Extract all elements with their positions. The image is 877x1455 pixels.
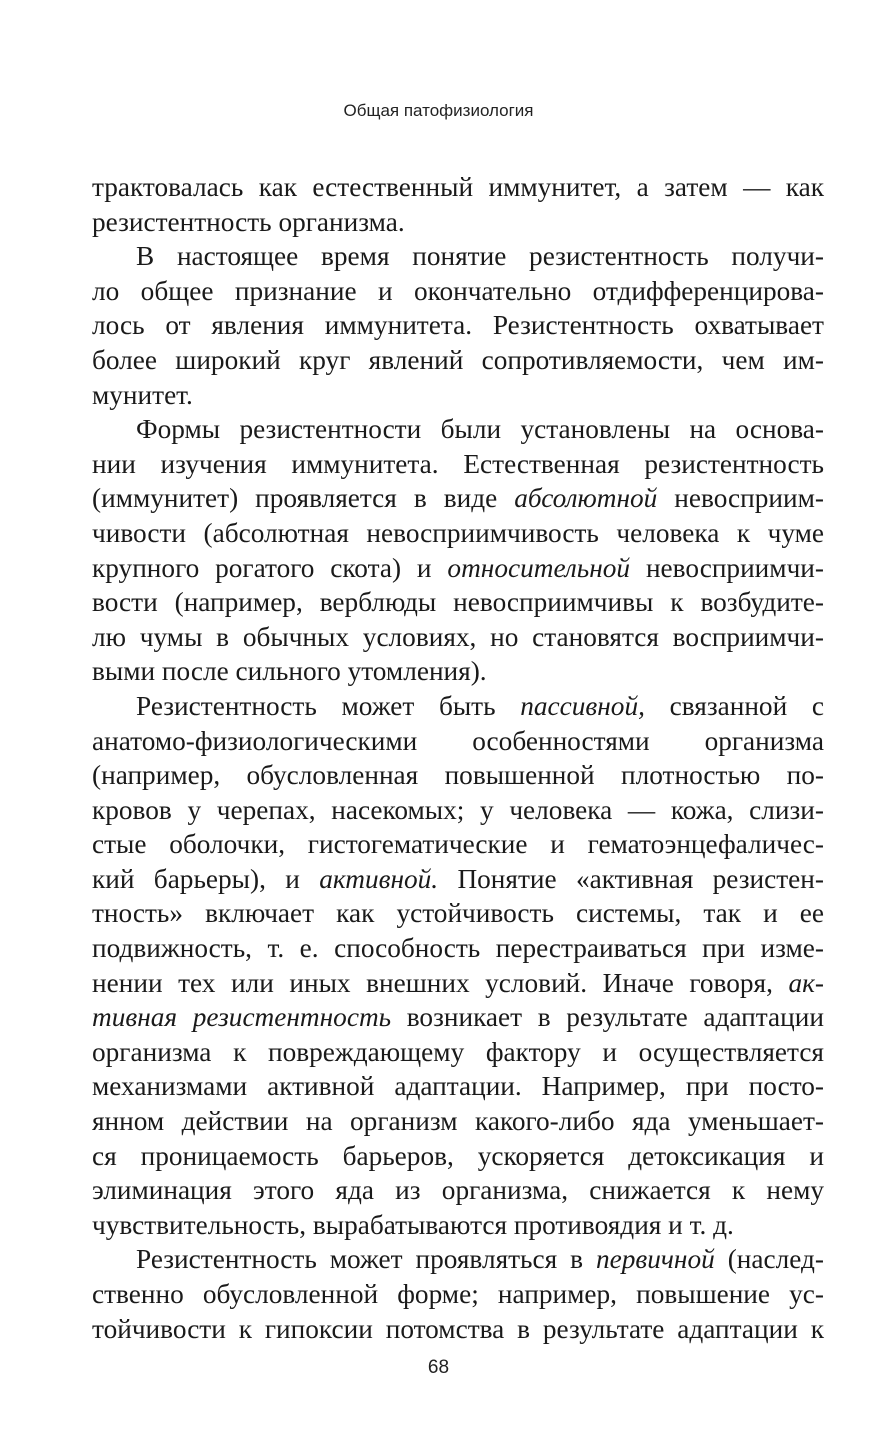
italic-term: относительной	[447, 552, 631, 583]
text-line	[92, 308, 824, 343]
paragraph	[92, 170, 824, 239]
text-line	[92, 239, 824, 274]
text-run: вости (например, верблюды невосприимчивы к возбудите-	[92, 587, 824, 618]
text-run: более широкий круг явлений сопротивляемости, чем им-	[92, 344, 824, 375]
text-run: Резистентность может быть	[136, 690, 521, 721]
text-line	[92, 1139, 824, 1174]
text-line	[92, 516, 824, 551]
text-run: ственно обусловленной форме; например, повышение ус-	[92, 1279, 824, 1309]
text-run: стые оболочки, гистогематические и гематоэнцефаличес-	[92, 829, 824, 860]
running-head: Общая патофизиология	[343, 101, 534, 120]
text-run: нении тех или иных внешних условий. Иначе говоря,	[92, 967, 789, 998]
text-run: невосприимчи-	[630, 552, 824, 583]
text-line	[92, 1277, 824, 1312]
text-run: тность» включает как устойчивость системы, так и ее	[92, 898, 824, 929]
text-line	[92, 758, 824, 793]
text-run: механизмами активной адаптации. Например, при посто-	[92, 1071, 824, 1102]
text-run: (наслед-	[714, 1244, 824, 1275]
text-run: связанной с	[644, 690, 824, 721]
text-line	[92, 793, 824, 828]
text-run: кий барьеры), и	[92, 863, 320, 894]
text-run: мунитет.	[92, 379, 193, 410]
text-run: чувствительность, вырабатываются противоядия и т. д.	[92, 1209, 734, 1240]
italic-term: пассивной,	[520, 690, 645, 721]
text-run: анатомо-физиологическими особенностями организма	[92, 725, 824, 756]
text-line	[92, 689, 824, 724]
text-run: чивости (абсолютная невосприимчивость человека к чуме	[92, 517, 824, 548]
text-run: кровов у черепах, насекомых; у человека — кожа, слизи-	[92, 794, 824, 825]
text-line	[92, 654, 824, 689]
italic-term: первичной	[595, 1244, 715, 1275]
text-line	[92, 1000, 824, 1035]
italic-term: активной.	[319, 863, 439, 894]
paragraph	[92, 689, 824, 1243]
text-run: выми после сильного утомления).	[92, 656, 487, 687]
text-run: тойчивости к гипоксии потомства в результате адаптации к	[92, 1313, 824, 1344]
text-line	[92, 1173, 824, 1208]
text-line	[92, 1069, 824, 1104]
text-line	[92, 1208, 824, 1243]
text-run: ся проницаемость барьеров, ускоряется детоксикация и	[92, 1140, 824, 1171]
text-run: организма к повреждающему фактору и осуществляется	[92, 1036, 824, 1067]
text-line	[92, 343, 824, 378]
paragraph	[92, 1242, 824, 1346]
text-run: (иммунитет) проявляется в виде	[92, 483, 515, 514]
paragraph	[92, 239, 824, 412]
text-run: нии изучения иммунитета. Естественная резистентность	[92, 448, 824, 479]
text-line	[92, 827, 824, 862]
text-line	[92, 481, 824, 516]
text-run: Резистентность может проявляться в	[136, 1244, 596, 1275]
text-run: янном действии на организм какого-либо яда уменьшает-	[92, 1106, 824, 1137]
text-run: возникает в результате адаптации	[391, 1002, 824, 1033]
text-line	[92, 378, 824, 413]
text-line	[92, 1312, 824, 1347]
text-line	[92, 620, 824, 655]
text-line	[92, 205, 824, 240]
italic-term: тивная резистентность	[92, 1002, 392, 1033]
italic-term: ак-	[788, 967, 824, 998]
text-run: Формы резистентности были установлены на основа-	[136, 414, 824, 445]
text-line	[92, 931, 824, 966]
text-run: Понятие «активная резистен-	[438, 863, 824, 894]
text-run: крупного рогатого скота) и	[92, 552, 448, 583]
text-run: трактовалась как естественный иммунитет, а затем — как	[92, 172, 824, 202]
body-text	[92, 170, 824, 1346]
text-line	[92, 724, 824, 759]
text-line	[92, 1104, 824, 1139]
text-run: лю чумы в обычных условиях, но становятся восприимчи-	[92, 621, 824, 652]
text-run: резистентность организма.	[92, 206, 405, 237]
text-run: ло общее признание и окончательно отдифференцирова-	[92, 275, 824, 306]
text-line	[92, 551, 824, 586]
text-run: (например, обусловленная повышенной плотностью по-	[92, 760, 824, 791]
text-line	[92, 1035, 824, 1070]
text-line	[92, 274, 824, 309]
text-run: подвижность, т. е. способность перестраиваться при изме-	[92, 933, 824, 964]
italic-term: абсолютной	[514, 483, 658, 514]
text-line	[92, 447, 824, 482]
text-line	[92, 896, 824, 931]
text-run: невосприим-	[657, 483, 824, 514]
text-line	[92, 1242, 824, 1277]
text-run: В настоящее время понятие резистентность получи-	[136, 241, 824, 272]
text-run: элиминация этого яда из организма, снижается к нему	[92, 1175, 824, 1206]
text-line	[92, 585, 824, 620]
text-line	[92, 966, 824, 1001]
text-line	[92, 170, 824, 205]
text-line	[92, 862, 824, 897]
text-run: лось от явления иммунитета. Резистентность охватывает	[92, 310, 824, 341]
text-line	[92, 412, 824, 447]
page-number: 68	[427, 1357, 450, 1378]
paragraph	[92, 412, 824, 689]
